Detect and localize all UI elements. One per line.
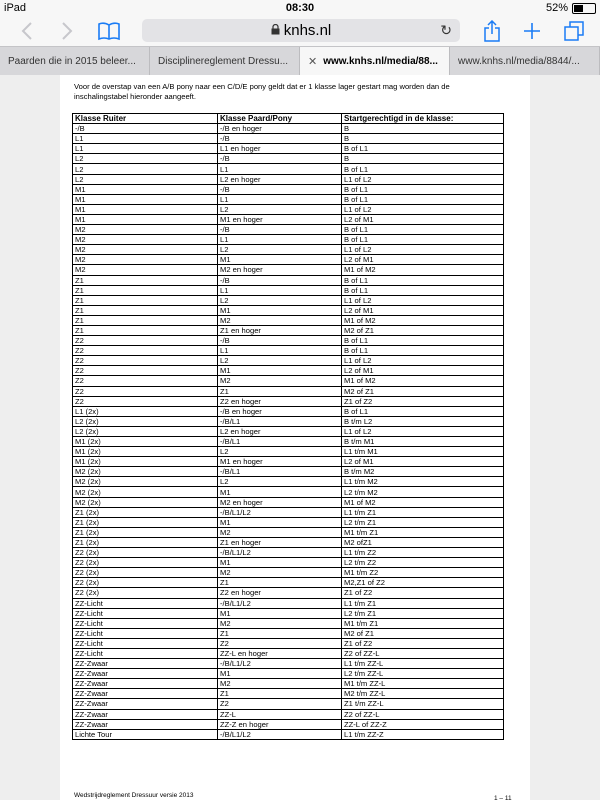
table-cell: B [342,154,504,164]
table-cell: Z1 [73,275,218,285]
table-cell: L1 [218,164,342,174]
table-row [73,255,504,265]
table-cell: L1 t/m Z2 [342,548,504,558]
table-row [73,477,504,487]
table-cell: -/B [218,134,342,144]
column-header: Klasse Paard/Pony [218,114,342,124]
table-row [73,204,504,214]
table-cell: L1 of L2 [342,426,504,436]
table-cell: M1 [218,608,342,618]
table-row [73,245,504,255]
table-row [73,416,504,426]
table-row [73,598,504,608]
table-cell: M1 (2x) [73,457,218,467]
table-cell: B of L1 [342,194,504,204]
table-cell: L2 [218,204,342,214]
table-row [73,558,504,568]
table-cell: L1 [73,134,218,144]
table-row [73,265,504,275]
table-row [73,174,504,184]
table-cell: M1 t/m Z1 [342,527,504,537]
table-cell: -/B/L1 [218,437,342,447]
bookmarks-icon[interactable] [94,18,124,44]
table-cell: B of L1 [342,336,504,346]
table-cell: -/B en hoger [218,124,342,134]
table-cell: L2 en hoger [218,426,342,436]
table-cell: Z2 (2x) [73,568,218,578]
table-cell: -/B/L1/L2 [218,548,342,558]
tab-label: www.knhs.nl/media/8844/... [458,55,580,67]
table-row [73,305,504,315]
table-row [73,295,504,305]
table-cell: B of L1 [342,406,504,416]
tab-label: Disciplinereglement Dressu... [158,55,289,67]
table-cell: L2 [73,154,218,164]
table-cell: Z2 [73,346,218,356]
table-cell: Z1 [73,325,218,335]
table-cell: L2 of M1 [342,214,504,224]
table-cell: M2 (2x) [73,497,218,507]
table-cell: ZZ-Licht [73,608,218,618]
table-header-row [73,114,504,124]
table-cell: Z1 [73,295,218,305]
table-row [73,154,504,164]
table-cell: Z2 [73,356,218,366]
table-cell: Z1 [73,315,218,325]
table-cell: ZZ-Zwaar [73,669,218,679]
table-cell: Z1 (2x) [73,517,218,527]
table-row [73,406,504,416]
table-cell: M2,Z1 of Z2 [342,578,504,588]
table-cell: L1 of L2 [342,245,504,255]
table-cell: L1 t/m ZZ-L [342,659,504,669]
table-cell: ZZ-Licht [73,628,218,638]
table-row [73,648,504,658]
table-cell: M1 [73,204,218,214]
table-cell: ZZ-Licht [73,638,218,648]
table-row [73,578,504,588]
table-cell: B [342,124,504,134]
clock: 08:30 [285,2,315,14]
table-cell: Z1 of Z2 [342,638,504,648]
table-cell: M2 [218,527,342,537]
tab-label: www.knhs.nl/media/88... [323,55,438,67]
table-cell: L1 t/m Z1 [342,507,504,517]
table-cell: Z2 [73,386,218,396]
table-cell: B [342,134,504,144]
table-cell: ZZ-Licht [73,618,218,628]
table-cell: Z2 [73,396,218,406]
table-cell: M2 [73,255,218,265]
table-cell: M2 [218,679,342,689]
table-cell: Z1 (2x) [73,527,218,537]
new-tab-icon[interactable] [520,18,544,44]
table-row [73,457,504,467]
battery-indicator [546,2,596,14]
table-cell: -/B/L1 [218,467,342,477]
table-cell: Z1 [218,628,342,638]
table-cell: M1 t/m ZZ-L [342,679,504,689]
table-cell: ZZ-Zwaar [73,719,218,729]
device-name: iPad [4,2,27,14]
tab-item[interactable] [0,47,150,75]
table-row [73,709,504,719]
forward-icon[interactable] [54,18,80,44]
table-row [73,366,504,376]
table-row [73,527,504,537]
table-row [73,356,504,366]
table-row [73,134,504,144]
table-cell: -/B [218,184,342,194]
table-cell: ZZ-Licht [73,598,218,608]
table-cell: M1 [218,558,342,568]
table-cell: B t/m M1 [342,437,504,447]
table-cell: M1 [73,184,218,194]
table-cell: Z1 [218,386,342,396]
table-row [73,537,504,547]
table-cell: Z2 of ZZ-L [342,648,504,658]
table-cell: Z1 of Z2 [342,588,504,598]
intro-line: Voor de overstap van een A/B pony naar een C/D/E pony geldt dat er 1 klasse lager gestart mag worden dan de [74,82,450,91]
table-cell: M2 [73,225,218,235]
table-cell: Z2 (2x) [73,558,218,568]
table-cell: -/B [218,336,342,346]
table-cell: L1 of L2 [342,295,504,305]
table-cell: L1 (2x) [73,406,218,416]
table-cell: Z1 (2x) [73,507,218,517]
table-row [73,497,504,507]
table-cell: -/B [73,124,218,134]
table-cell: L1 [218,194,342,204]
table-cell: M2 (2x) [73,477,218,487]
table-cell: L1 of L2 [342,356,504,366]
table-cell: L1 t/m M2 [342,477,504,487]
table-cell: L1 [218,285,342,295]
table-row [73,719,504,729]
table-cell: L2 of M1 [342,255,504,265]
table-cell: -/B/L1/L2 [218,659,342,669]
table-cell: Z2 en hoger [218,588,342,598]
intro-text [74,79,524,102]
table-cell: M2 [218,618,342,628]
table-cell: Z2 of ZZ-L [342,709,504,719]
table-cell: -/B en hoger [218,406,342,416]
table-cell: Z2 [73,336,218,346]
table-cell: M2 of Z1 [342,628,504,638]
table-cell: -/B [218,275,342,285]
table-cell: -/B/L1/L2 [218,729,342,739]
table-row [73,699,504,709]
table-row [73,689,504,699]
table-row [73,426,504,436]
table-cell: M1 [218,366,342,376]
address-bar[interactable] [142,19,460,42]
page-viewport[interactable] [0,75,600,800]
table-row [73,315,504,325]
table-cell: Z1 [218,689,342,699]
table-row [73,396,504,406]
table-row [73,164,504,174]
table-row [73,285,504,295]
table-cell: -/B/L1/L2 [218,598,342,608]
table-cell: L2 t/m M2 [342,487,504,497]
table-row [73,669,504,679]
table-cell: M2 (2x) [73,467,218,477]
table-row [73,507,504,517]
battery-icon [572,3,596,14]
table-row [73,184,504,194]
table-cell: M2 [218,568,342,578]
table-cell: -/B [218,225,342,235]
table-cell: ZZ-L of ZZ-Z [342,719,504,729]
classification-table [72,113,504,740]
table-row [73,548,504,558]
table-cell: L2 (2x) [73,426,218,436]
battery-percentage: 52% [545,2,568,14]
table-cell: Z1 [73,305,218,315]
pdf-page [60,75,530,800]
intro-line: inschalingstabel hieronder aangeeft. [74,92,197,101]
table-cell: L1 [73,144,218,154]
table-row [73,618,504,628]
table-cell: B t/m L2 [342,416,504,426]
table-cell: L2 t/m Z1 [342,608,504,618]
table-cell: L1 of L2 [342,204,504,214]
url-domain: knhs.nl [283,22,332,39]
column-header: Klasse Ruiter [73,114,218,124]
table-cell: M1 of M2 [342,265,504,275]
table-cell: L2 of M1 [342,457,504,467]
table-cell: L2 [73,174,218,184]
table-row [73,638,504,648]
table-cell: M1 of M2 [342,497,504,507]
table-cell: L2 t/m ZZ-L [342,669,504,679]
table-cell: M2 [218,315,342,325]
table-cell: Z1 [73,285,218,295]
table-cell: L2 of M1 [342,366,504,376]
table-cell: L2 [218,477,342,487]
table-row [73,386,504,396]
table-cell: Z2 (2x) [73,548,218,558]
table-cell: M2 (2x) [73,487,218,497]
table-cell: ZZ-Zwaar [73,659,218,669]
table-cell: Z1 t/m ZZ-L [342,699,504,709]
table-cell: L1 [218,235,342,245]
tab-item[interactable] [450,47,600,75]
table-cell: ZZ-Zwaar [73,699,218,709]
table-cell: L2 [218,245,342,255]
table-row [73,447,504,457]
table-cell: L2 t/m Z2 [342,558,504,568]
table-cell: M1 (2x) [73,447,218,457]
table-cell: M1 [218,669,342,679]
table-cell: ZZ-Zwaar [73,709,218,719]
table-cell: -/B/L1 [218,416,342,426]
table-cell: Z1 en hoger [218,325,342,335]
status-bar [0,0,600,16]
table-cell: L1 of L2 [342,174,504,184]
table-cell: M1 [73,194,218,204]
column-header: Startgerechtigd in de klasse: [342,114,504,124]
table-cell: M2 en hoger [218,497,342,507]
table-row [73,214,504,224]
table-cell: L2 en hoger [218,174,342,184]
table-row [73,275,504,285]
table-cell: M2 [73,235,218,245]
table-cell: L1 [218,346,342,356]
table-cell: L2 [218,447,342,457]
tab-label: Paarden die in 2015 beleer... [8,55,136,67]
table-row [73,517,504,527]
table-cell: M1 [73,214,218,224]
table-cell: M1 en hoger [218,457,342,467]
table-row [73,437,504,447]
reload-icon[interactable]: ↻ [440,22,452,38]
table-cell: M2 of Z1 [342,386,504,396]
table-cell: L2 [218,356,342,366]
table-cell: -/B [218,154,342,164]
table-cell: Z2 [73,366,218,376]
table-cell: L1 t/m ZZ-Z [342,729,504,739]
table-cell: Lichte Tour [73,729,218,739]
table-cell: ZZ-Zwaar [73,689,218,699]
table-cell: B t/m M2 [342,467,504,477]
table-cell: Z2 [218,638,342,648]
table-cell: M2 en hoger [218,265,342,275]
table-row [73,336,504,346]
table-cell: B of L1 [342,144,504,154]
table-cell: M2 of Z1 [342,325,504,335]
table-cell: Z2 (2x) [73,588,218,598]
table-row [73,659,504,669]
tabs-overview-icon[interactable] [562,18,586,44]
table-row [73,325,504,335]
page-number: 1 – 11 [494,795,512,800]
table-cell: L1 t/m M1 [342,447,504,457]
table-cell: M2 [218,376,342,386]
table-cell: M2 ofZ1 [342,537,504,547]
table-cell: L2 [218,295,342,305]
table-row [73,608,504,618]
table-cell: B of L1 [342,225,504,235]
table-cell: M2 [73,265,218,275]
table-row [73,467,504,477]
table-cell: ZZ-Zwaar [73,679,218,689]
table-cell: M1 t/m Z2 [342,568,504,578]
table-cell: L2 t/m Z1 [342,517,504,527]
browser-toolbar [0,16,600,46]
table-cell: Z1 of Z2 [342,396,504,406]
table-cell: Z2 (2x) [73,578,218,588]
table-cell: L1 en hoger [218,144,342,154]
table-row [73,235,504,245]
table-cell: M2 t/m ZZ-L [342,689,504,699]
table-row [73,376,504,386]
table-cell: B of L1 [342,275,504,285]
table-cell: ZZ-L en hoger [218,648,342,658]
tab-item-active[interactable] [300,47,450,75]
table-cell: B of L1 [342,285,504,295]
table-cell: M1 en hoger [218,214,342,224]
tab-bar [0,46,600,76]
table-cell: B of L1 [342,164,504,174]
table-cell: B of L1 [342,235,504,245]
close-tab-icon[interactable]: ✕ [308,55,318,68]
table-cell: M1 (2x) [73,437,218,447]
table-row [73,144,504,154]
table-cell: B of L1 [342,346,504,356]
table-row [73,628,504,638]
table-row [73,346,504,356]
back-icon[interactable] [14,18,40,44]
table-cell: M1 of M2 [342,376,504,386]
table-cell: L2 of M1 [342,305,504,315]
table-cell: ZZ-Z en hoger [218,719,342,729]
table-cell: M1 [218,517,342,527]
table-cell: ZZ-Licht [73,648,218,658]
table-cell: Z2 [73,376,218,386]
table-row [73,679,504,689]
table-cell: Z2 [218,699,342,709]
lock-icon [271,22,280,39]
table-row [73,194,504,204]
table-cell: Z1 en hoger [218,537,342,547]
table-cell: M1 [218,255,342,265]
table-cell: Z1 (2x) [73,537,218,547]
tab-item[interactable] [150,47,300,75]
table-cell: L1 t/m Z1 [342,598,504,608]
table-cell: B of L1 [342,184,504,194]
table-cell: M2 [73,245,218,255]
table-cell: ZZ-L [218,709,342,719]
table-cell: Z2 en hoger [218,396,342,406]
table-row [73,568,504,578]
table-cell: Z1 [218,578,342,588]
table-cell: M1 [218,305,342,315]
table-cell: L2 (2x) [73,416,218,426]
table-row [73,124,504,134]
footer-text: Wedstrijdreglement Dressuur versie 2013 [74,792,194,799]
table-cell: M1 of M2 [342,315,504,325]
table-cell: -/B/L1/L2 [218,507,342,517]
table-cell: M1 t/m Z1 [342,618,504,628]
table-row [73,588,504,598]
table-row [73,729,504,739]
table-cell: M1 [218,487,342,497]
table-cell: L2 [73,164,218,174]
table-row [73,487,504,497]
share-icon[interactable] [480,18,504,44]
table-row [73,225,504,235]
